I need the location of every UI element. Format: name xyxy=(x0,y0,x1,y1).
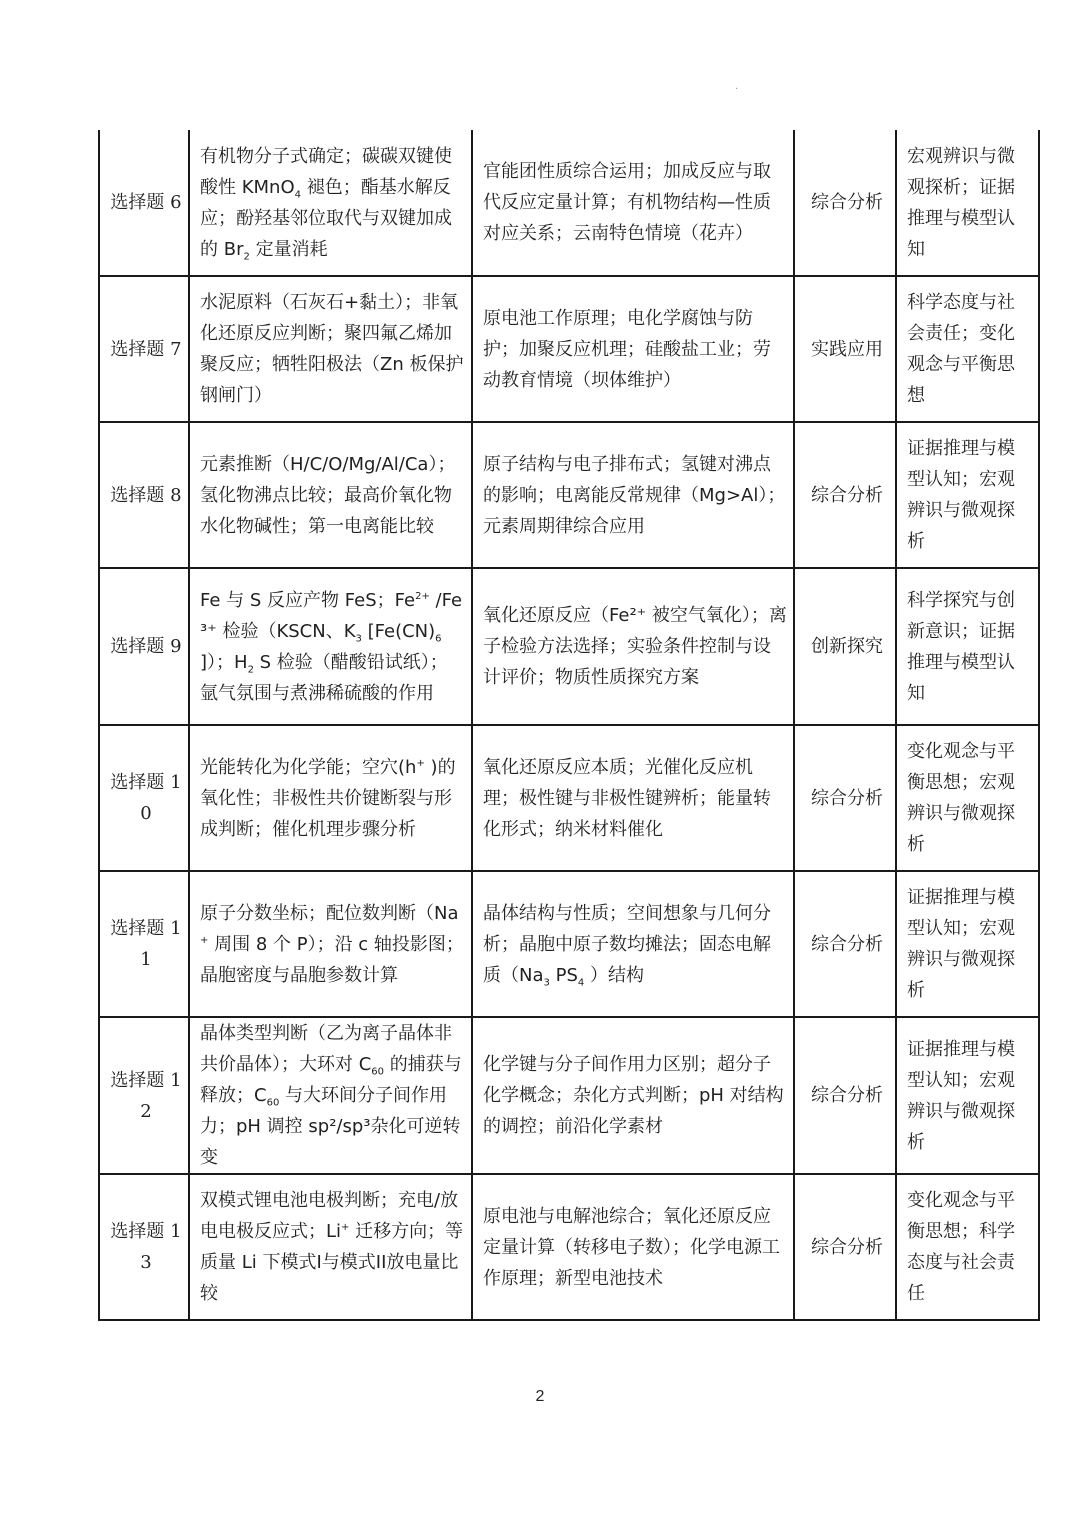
ability-cell: 氧化还原反应本质；光催化反应机理；极性键与非极性键辨析；能量转化形式；纳米材料催化 xyxy=(472,725,794,871)
literacy-cell: 科学态度与社会责任；变化观念与平衡思想 xyxy=(896,276,1039,422)
question-cell: 选择题 8 xyxy=(99,422,189,568)
type-cell: 综合分析 xyxy=(794,130,896,276)
question-cell: 选择题 7 xyxy=(99,276,189,422)
knowledge-cell: 晶体类型判断（乙为离子晶体非共价晶体）；大环对 $C_{60}$ 的捕获与释放；$C_{60}$ 与大环间分子间作用力；pH 调控 sp²/sp³杂化可逆转变 xyxy=(189,1017,472,1174)
table-row xyxy=(99,871,1039,1017)
literacy-cell: 宏观辨识与微观探析；证据推理与模型认知 xyxy=(896,130,1039,276)
question-cell: 选择题 6 xyxy=(99,130,189,276)
table-row xyxy=(99,568,1039,725)
ability-cell: 化学键与分子间作用力区别；超分子化学概念；杂化方式判断；pH 对结构的调控；前沿化学素材 xyxy=(472,1017,794,1174)
type-cell: 实践应用 xyxy=(794,276,896,422)
type-cell: 综合分析 xyxy=(794,1174,896,1320)
page-number: 2 xyxy=(535,1388,545,1405)
ability-cell: 原子结构与电子排布式；氢键对沸点的影响；电离能反常规律（Mg>Al）；元素周期律综合应用 xyxy=(472,422,794,568)
knowledge-cell: 水泥原料（石灰石+黏土）；非氧化还原反应判断；聚四氟乙烯加聚反应；牺牲阳极法（Zn 板保护钢闸门） xyxy=(189,276,472,422)
literacy-cell: 证据推理与模型认知；宏观辨识与微观探析 xyxy=(896,871,1039,1017)
table-row xyxy=(99,1174,1039,1320)
type-cell: 综合分析 xyxy=(794,725,896,871)
type-cell: 创新探究 xyxy=(794,568,896,725)
table-row xyxy=(99,422,1039,568)
question-cell: 选择题 9 xyxy=(99,568,189,725)
knowledge-table xyxy=(98,130,1040,1321)
knowledge-cell: 原子分数坐标；配位数判断（Na+ 周围 8 个 P）；沿 c 轴投影图；晶胞密度与晶胞参数计算 xyxy=(189,871,472,1017)
type-cell: 综合分析 xyxy=(794,871,896,1017)
question-cell: 选择题 11 xyxy=(99,871,189,1017)
ability-cell: 原电池工作原理；电化学腐蚀与防护；加聚反应机理；硅酸盐工业；劳动教育情境（坝体维护） xyxy=(472,276,794,422)
literacy-cell: 证据推理与模型认知；宏观辨识与微观探析 xyxy=(896,1017,1039,1174)
table-row xyxy=(99,1017,1039,1174)
ability-cell: 官能团性质综合运用；加成反应与取代反应定量计算；有机物结构—性质对应关系；云南特色情境（花卉） xyxy=(472,130,794,276)
literacy-cell: 科学探究与创新意识；证据推理与模型认知 xyxy=(896,568,1039,725)
knowledge-cell: 光能转化为化学能；空穴(h+ )的氧化性；非极性共价键断裂与形成判断；催化机理步骤分析 xyxy=(189,725,472,871)
ability-cell: 氧化还原反应（Fe²⁺ 被空气氧化）；离子检验方法选择；实验条件控制与设计评价；物质性质探究方案 xyxy=(472,568,794,725)
knowledge-cell: Fe 与 S 反应产物 FeS；$Fe^{2+}$ /Fe³⁺ 检验（KSCN、$K_3$ [$Fe(CN)_6$ ]）；$H_2$ S 检验（醋酸铅试纸）；氩气氛围与煮沸稀硫酸的作用 xyxy=(189,568,472,725)
knowledge-cell: 双模式锂电池电极判断；充电/放电电极反应式；Li+ 迁移方向；等质量 Li 下模式I与模式II放电量比较 xyxy=(189,1174,472,1320)
question-cell: 选择题 10 xyxy=(99,725,189,871)
knowledge-cell: 有机物分子式确定；碳碳双键使酸性 KMnO$_4$ 褪色；酯基水解反应；酚羟基邻位取代与双键加成的 $Br_2$ 定量消耗 xyxy=(189,130,472,276)
knowledge-cell: 元素推断（H/C/O/Mg/Al/Ca）；氢化物沸点比较；最高价氧化物水化物碱性；第一电离能比较 xyxy=(189,422,472,568)
table-row xyxy=(99,276,1039,422)
ability-cell: 晶体结构与性质；空间想象与几何分析；晶胞中原子数均摊法；固态电解质（$Na_3$ $PS_4$ ）结构 xyxy=(472,871,794,1017)
question-cell: 选择题 12 xyxy=(99,1017,189,1174)
literacy-cell: 变化观念与平衡思想；科学态度与社会责任 xyxy=(896,1174,1039,1320)
type-cell: 综合分析 xyxy=(794,422,896,568)
table-row xyxy=(99,725,1039,871)
literacy-cell: 证据推理与模型认知；宏观辨识与微观探析 xyxy=(896,422,1039,568)
page-mark: · xyxy=(735,84,739,95)
question-cell: 选择题 13 xyxy=(99,1174,189,1320)
literacy-cell: 变化观念与平衡思想；宏观辨识与微观探析 xyxy=(896,725,1039,871)
type-cell: 综合分析 xyxy=(794,1017,896,1174)
table-row xyxy=(99,130,1039,276)
ability-cell: 原电池与电解池综合；氧化还原反应定量计算（转移电子数）；化学电源工作原理；新型电池技术 xyxy=(472,1174,794,1320)
